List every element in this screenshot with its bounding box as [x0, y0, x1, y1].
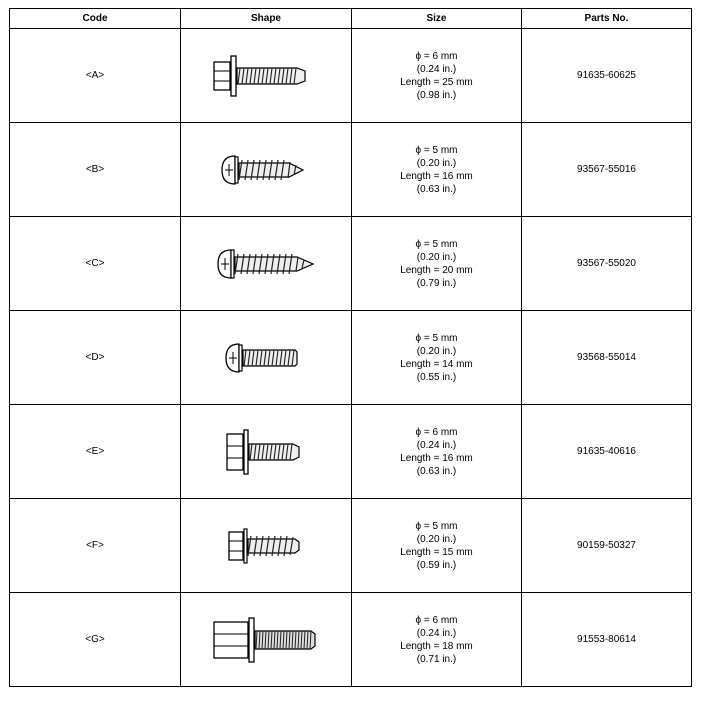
code-cell: <A>	[10, 29, 181, 123]
parts-no-cell: 91635-60625	[522, 29, 692, 123]
parts-no-cell: 91635-40616	[522, 405, 692, 499]
code-cell: <G>	[10, 593, 181, 687]
size-cell: ϕ = 5 mm (0.20 in.) Length = 20 mm (0.79 in.)	[352, 217, 522, 311]
table-row	[10, 593, 692, 687]
table-row	[10, 405, 692, 499]
table-row	[10, 217, 692, 311]
code-cell: <F>	[10, 499, 181, 593]
size-cell: ϕ = 5 mm (0.20 in.) Length = 15 mm (0.59 in.)	[352, 499, 522, 593]
code-cell: <E>	[10, 405, 181, 499]
table-row	[10, 29, 692, 123]
size-cell: ϕ = 6 mm (0.24 in.) Length = 25 mm (0.98 in.)	[352, 29, 522, 123]
size-cell: ϕ = 5 mm (0.20 in.) Length = 16 mm (0.63 in.)	[352, 123, 522, 217]
table-row	[10, 499, 692, 593]
header-parts-no: Parts No.	[522, 9, 692, 29]
code-cell: <B>	[10, 123, 181, 217]
shape-cell	[181, 217, 352, 311]
size-cell: ϕ = 6 mm (0.24 in.) Length = 16 mm (0.63 in.)	[352, 405, 522, 499]
hex-head-tapping-screw-icon	[181, 523, 351, 569]
parts-no-cell: 93567-55016	[522, 123, 692, 217]
table-header-row	[10, 9, 692, 29]
header-size: Size	[352, 9, 522, 29]
hex-head-bolt-with-washer-icon	[181, 53, 351, 99]
parts-no-cell: 93568-55014	[522, 311, 692, 405]
size-cell: ϕ = 5 mm (0.20 in.) Length = 14 mm (0.55 in.)	[352, 311, 522, 405]
shape-cell	[181, 593, 352, 687]
parts-no-cell: 91553-80614	[522, 593, 692, 687]
shape-cell	[181, 499, 352, 593]
hex-head-bolt-with-washer-icon	[181, 427, 351, 477]
shape-cell	[181, 311, 352, 405]
pan-head-screw-icon	[181, 335, 351, 381]
flange-hex-bolt-icon	[181, 615, 351, 665]
shape-cell	[181, 405, 352, 499]
header-code: Code	[10, 9, 181, 29]
code-cell: <C>	[10, 217, 181, 311]
shape-cell	[181, 29, 352, 123]
parts-no-cell: 93567-55020	[522, 217, 692, 311]
table-row	[10, 123, 692, 217]
parts-no-cell: 90159-50327	[522, 499, 692, 593]
pan-head-tapping-screw-long-icon	[181, 241, 351, 287]
table-row	[10, 311, 692, 405]
fastener-parts-table	[9, 8, 692, 687]
header-shape: Shape	[181, 9, 352, 29]
code-cell: <D>	[10, 311, 181, 405]
pan-head-tapping-screw-icon	[181, 147, 351, 193]
shape-cell	[181, 123, 352, 217]
size-cell: ϕ = 6 mm (0.24 in.) Length = 18 mm (0.71 in.)	[352, 593, 522, 687]
